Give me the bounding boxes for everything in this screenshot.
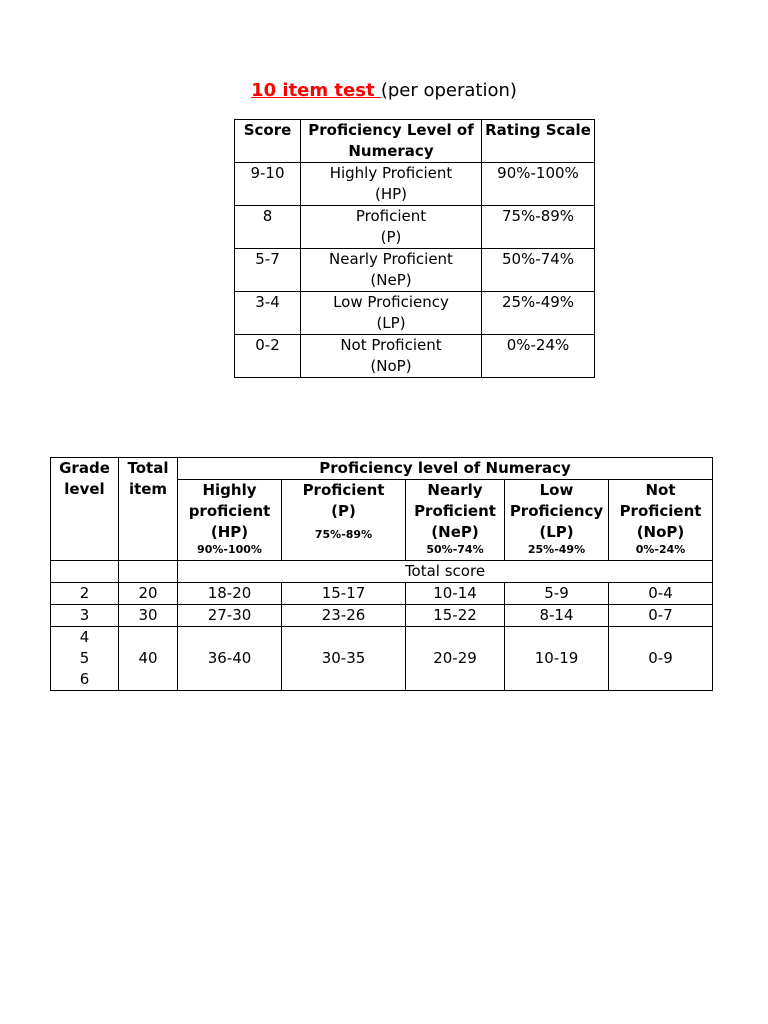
group-header-row <box>51 458 713 480</box>
score-range-cell: 18-20 <box>178 583 282 605</box>
level-header-abbr: (P) <box>331 502 356 520</box>
level-header-nep <box>406 480 505 561</box>
score-range-cell: 15-17 <box>282 583 406 605</box>
grade-level-table <box>50 457 713 691</box>
header-proficiency-level: Proficiency Level of Numeracy <box>301 120 482 163</box>
score-range-cell: 0-4 <box>609 583 713 605</box>
score-range-cell: 10-19 <box>505 627 609 691</box>
rating-cell: 25%-49% <box>482 292 595 335</box>
level-header-abbr: (NoP) <box>636 523 685 541</box>
level-label: Low Proficiency <box>333 293 449 311</box>
level-header-label: Proficient <box>302 481 385 499</box>
score-range-cell: 8-14 <box>505 605 609 627</box>
level-header-abbr: (NeP) <box>431 523 479 541</box>
level-label: Proficient <box>355 207 427 225</box>
level-cell <box>301 292 482 335</box>
level-header-hp <box>178 480 282 561</box>
table-row <box>235 206 595 249</box>
level-abbr: (P) <box>380 228 402 246</box>
score-range-cell: 15-22 <box>406 605 505 627</box>
level-label: Highly Proficient <box>329 164 453 182</box>
level-cell <box>301 335 482 378</box>
score-cell: 0-2 <box>235 335 301 378</box>
table-row <box>51 605 713 627</box>
table-header-row <box>235 120 595 163</box>
level-abbr: (HP) <box>374 185 408 203</box>
total-score-row <box>51 561 713 583</box>
level-header-abbr: (HP) <box>210 523 249 541</box>
level-header-label: Nearly Proficient <box>414 481 496 520</box>
score-cell: 3-4 <box>235 292 301 335</box>
score-range-cell: 0-9 <box>609 627 713 691</box>
level-abbr: (LP) <box>376 314 406 332</box>
score-range-cell: 5-9 <box>505 583 609 605</box>
table-row <box>51 627 713 691</box>
table-row <box>235 163 595 206</box>
score-cell: 8 <box>235 206 301 249</box>
grade-value: 6 <box>79 670 90 688</box>
grade-value: 4 <box>79 628 90 646</box>
level-label: Nearly Proficient <box>329 250 453 268</box>
grade-cell: 3 <box>51 605 119 627</box>
level-header-p <box>282 480 406 561</box>
level-abbr: (NoP) <box>370 357 412 375</box>
table-row <box>235 292 595 335</box>
header-rating-scale: Rating Scale <box>482 120 595 163</box>
page-heading <box>0 80 768 101</box>
level-cell <box>301 163 482 206</box>
rating-cell: 75%-89% <box>482 206 595 249</box>
table-row <box>51 583 713 605</box>
score-range-cell: 20-29 <box>406 627 505 691</box>
level-cell <box>301 206 482 249</box>
table-row <box>235 335 595 378</box>
score-range-cell: 27-30 <box>178 605 282 627</box>
total-cell: 40 <box>119 627 178 691</box>
score-range-cell: 23-26 <box>282 605 406 627</box>
empty-cell <box>119 561 178 583</box>
header-total-item: Total item <box>119 458 178 561</box>
grade-cell <box>51 627 119 691</box>
rating-cell: 50%-74% <box>482 249 595 292</box>
grade-cell: 2 <box>51 583 119 605</box>
total-score-label: Total score <box>178 561 713 583</box>
total-cell: 30 <box>119 605 178 627</box>
score-range-cell: 10-14 <box>406 583 505 605</box>
total-cell: 20 <box>119 583 178 605</box>
level-abbr: (NeP) <box>370 271 412 289</box>
rating-cell: 0%-24% <box>482 335 595 378</box>
score-cell: 9-10 <box>235 163 301 206</box>
level-header-lp <box>505 480 609 561</box>
level-header-label: Low Proficiency <box>509 481 604 520</box>
header-score: Score <box>235 120 301 163</box>
grade-value: 5 <box>79 649 90 667</box>
level-header-range: 0%-24% <box>635 543 686 556</box>
rating-cell: 90%-100% <box>482 163 595 206</box>
level-header-range: 75%-89% <box>314 528 373 541</box>
empty-cell <box>51 561 119 583</box>
score-cell: 5-7 <box>235 249 301 292</box>
level-header-abbr: (LP) <box>539 523 574 541</box>
level-header-nop <box>609 480 713 561</box>
level-label: Not Proficient <box>340 336 442 354</box>
header-grade-level: Grade level <box>51 458 119 561</box>
score-range-cell: 30-35 <box>282 627 406 691</box>
score-range-cell: 36-40 <box>178 627 282 691</box>
level-header-range: 25%-49% <box>527 543 586 556</box>
score-proficiency-table <box>234 119 595 378</box>
score-range-cell: 0-7 <box>609 605 713 627</box>
level-header-range: 50%-74% <box>426 543 484 556</box>
heading-red-text: 10 item test <box>251 80 381 101</box>
heading-rest-text: (per operation) <box>380 80 517 101</box>
level-header-range: 90%-100% <box>197 543 262 556</box>
level-cell <box>301 249 482 292</box>
level-header-label: Highly proficient <box>188 481 271 520</box>
table-row <box>235 249 595 292</box>
level-header-label: Not Proficient <box>619 481 702 520</box>
header-proficiency-group: Proficiency level of Numeracy <box>178 458 713 480</box>
